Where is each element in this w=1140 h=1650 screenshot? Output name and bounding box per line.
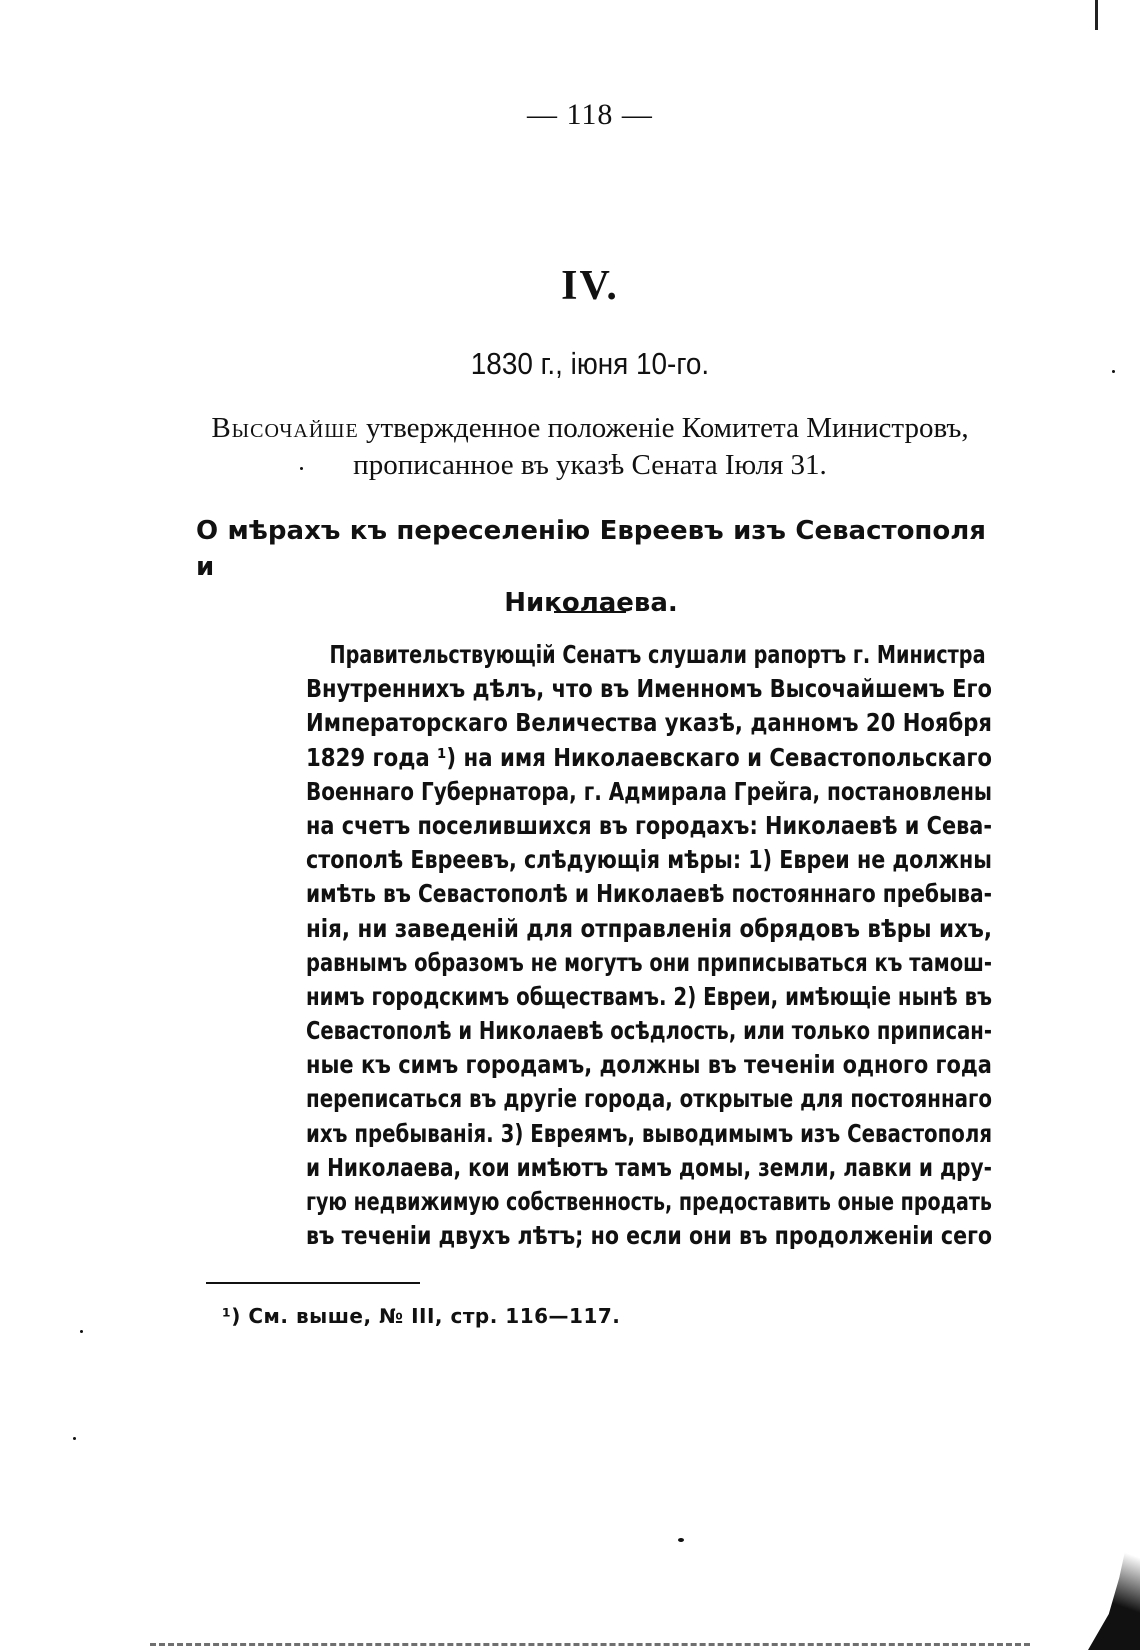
decree-title-line-1 — [190, 410, 990, 447]
subject-heading-line-2: Николаева. — [504, 588, 678, 618]
body-line: переписаться въ другіе города, открытые для постояннаго — [306, 1084, 993, 1114]
body-line: на счетъ поселившихся въ городахъ: Николаевѣ и Сева- — [306, 810, 992, 840]
print-speck — [300, 467, 303, 470]
section-numeral: IV. — [561, 263, 619, 309]
page-edge-mark — [1095, 0, 1098, 30]
body-line: 1829 года ¹) на имя Николаевскаго и Севастопольскаго — [306, 742, 993, 772]
body-line: въ теченіи двухъ лѣтъ; но если они въ продолженіи сего — [306, 1221, 992, 1251]
body-line: имѣть въ Севастополѣ и Николаевѣ постояннаго пребыва- — [306, 879, 993, 909]
scan-bottom-edge — [150, 1640, 1030, 1646]
print-speck — [80, 1330, 83, 1333]
body-line: Военнаго Губернатора, г. Адмирала Грейга, постановлены — [306, 776, 993, 806]
footnote-divider — [206, 1282, 420, 1284]
body-line: нимъ городскимъ обществамъ. 2) Евреи, имѣющіе нынѣ въ — [306, 981, 993, 1011]
subject-heading — [196, 513, 986, 621]
body-line: Севастополѣ и Николаевѣ осѣдлость, или только приписан- — [306, 1016, 992, 1046]
decree-title-line-1-rest: утвержденное положеніе Комитета Министровъ, — [358, 412, 969, 444]
decree-title-smallcaps: Высочайше — [211, 412, 359, 444]
page-number: — 118 — — [527, 98, 653, 131]
print-speck — [73, 1437, 76, 1440]
document-date: 1830 г., іюня 10-го. — [470, 346, 710, 381]
body-line: равнымъ образомъ не могутъ они приписываться къ тамош- — [306, 947, 993, 977]
body-line: Императорскаго Величества указѣ, данномъ 20 Ноября — [306, 708, 992, 738]
body-line: ные къ симъ городамъ, должны въ теченіи одного года — [306, 1050, 992, 1080]
body-line: и Николаева, кои имѣютъ тамъ домы, земли, лавки и дру- — [306, 1152, 992, 1182]
body-line: ихъ пребыванія. 3) Евреямъ, выводимымъ изъ Севастополя — [306, 1118, 993, 1148]
section-divider — [554, 611, 626, 613]
body-paragraph — [306, 638, 992, 1253]
body-line: стополѣ Евреевъ, слѣдующія мѣры: 1) Евреи не должны — [306, 845, 992, 875]
subject-heading-line-1: О мѣрахъ къ переселенію Евреевъ изъ Севастополя и — [196, 516, 986, 582]
print-speck — [1112, 370, 1115, 373]
footnote: ¹) См. выше, № III, стр. 116—117. — [222, 1304, 621, 1328]
body-line: гую недвижимую собственность, предоставить оные продать — [306, 1187, 992, 1216]
decree-title — [190, 410, 990, 484]
body-line: нія, ни заведеній для отправленія обрядовъ вѣры ихъ, — [306, 913, 993, 943]
decree-title-line-2: прописанное въ указѣ Сената Іюля 31. — [353, 449, 827, 481]
body-line: Правительствующій Сенатъ слушали рапортъ г. Министра — [329, 640, 986, 669]
body-line: Внутреннихъ дѣлъ, что въ Именномъ Высочайшемъ Его — [306, 674, 992, 704]
print-speck — [678, 1538, 684, 1542]
scan-edge-smudge — [1088, 1530, 1140, 1650]
